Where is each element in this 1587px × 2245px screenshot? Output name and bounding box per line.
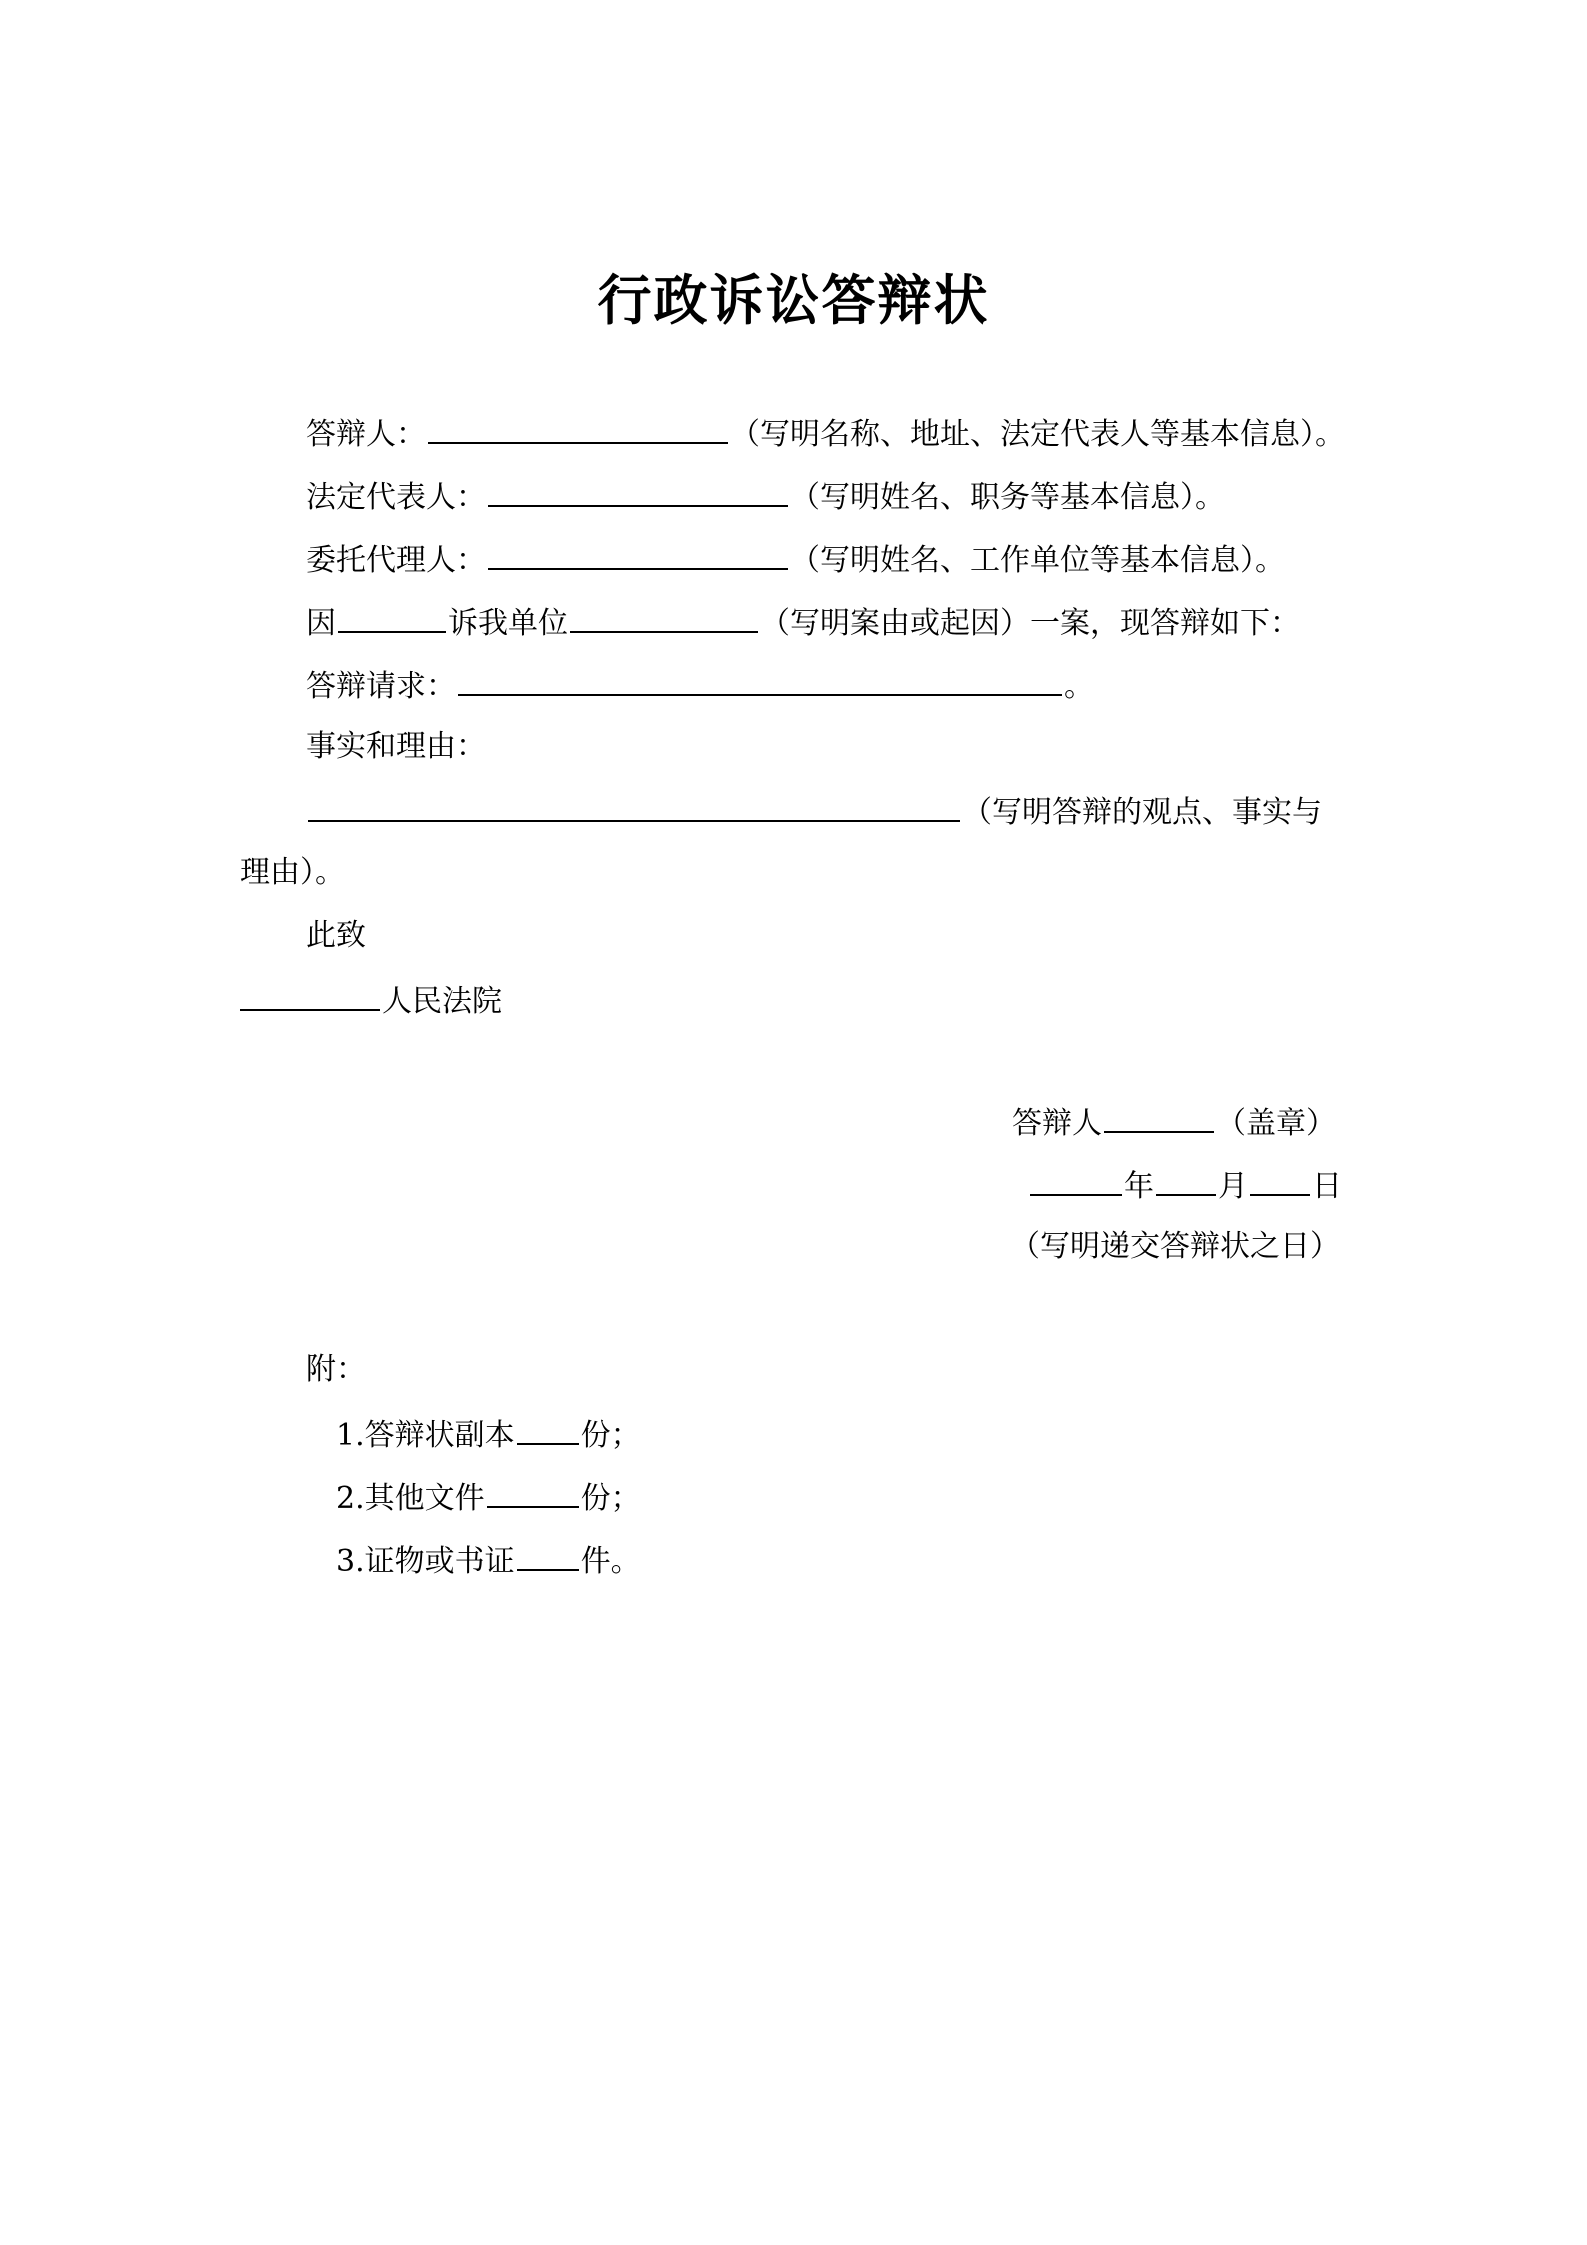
document-title: 行政诉讼答辩状 xyxy=(597,268,990,332)
agent-label: 委托代理人： xyxy=(306,543,486,578)
plaintiff-blank[interactable] xyxy=(338,601,446,633)
attachment-count-blank[interactable] xyxy=(517,1413,579,1445)
signature-line xyxy=(1012,1101,1336,1144)
month-blank[interactable] xyxy=(1156,1164,1216,1196)
attachment-unit: 份； xyxy=(580,1481,641,1516)
facts-line xyxy=(306,790,1322,833)
cause-blank[interactable] xyxy=(570,601,758,633)
cause-note: （写明案由或起因）一案，现答辩如下： xyxy=(760,606,1300,641)
year-blank[interactable] xyxy=(1030,1164,1122,1196)
request-line xyxy=(306,664,1094,707)
attachment-label: 1.答辩状副本 xyxy=(336,1418,515,1453)
seal-label: （盖章） xyxy=(1216,1106,1336,1141)
date-note: （写明递交答辩状之日） xyxy=(1010,1229,1340,1264)
court-line xyxy=(240,979,502,1022)
court-suffix: 人民法院 xyxy=(382,984,502,1019)
date-line xyxy=(1028,1164,1342,1207)
respondent-note: （写明名称、地址、法定代表人等基本信息）。 xyxy=(730,417,1345,452)
year-label: 年 xyxy=(1124,1169,1154,1204)
request-label: 答辩请求： xyxy=(306,669,456,704)
legal-rep-blank[interactable] xyxy=(488,475,788,507)
signature-blank[interactable] xyxy=(1104,1101,1214,1133)
legal-rep-line xyxy=(306,475,1225,518)
agent-note: （写明姓名、工作单位等基本信息）。 xyxy=(790,543,1285,578)
attachment-item xyxy=(336,1413,641,1456)
attachment-unit: 件。 xyxy=(580,1544,641,1579)
respondent-label: 答辩人： xyxy=(306,417,426,452)
request-end: 。 xyxy=(1064,669,1094,704)
attachment-count-blank[interactable] xyxy=(517,1539,579,1571)
respondent-blank[interactable] xyxy=(428,412,728,444)
attachment-item xyxy=(336,1476,641,1519)
facts-note: （写明答辩的观点、事实与 xyxy=(962,795,1322,830)
court-blank[interactable] xyxy=(240,979,380,1011)
attachment-label: 3.证物或书证 xyxy=(336,1544,515,1579)
respondent-line xyxy=(306,412,1345,455)
day-blank[interactable] xyxy=(1250,1164,1310,1196)
month-label: 月 xyxy=(1218,1169,1248,1204)
facts-blank[interactable] xyxy=(308,790,960,822)
signature-label: 答辩人 xyxy=(1012,1106,1102,1141)
facts-continuation: 理由）。 xyxy=(240,855,345,890)
attachment-item xyxy=(336,1539,641,1582)
cause-line xyxy=(306,601,1300,644)
attachment-label: 2.其他文件 xyxy=(336,1481,485,1516)
request-blank[interactable] xyxy=(458,664,1062,696)
agent-blank[interactable] xyxy=(488,538,788,570)
attachment-unit: 份； xyxy=(580,1418,641,1453)
legal-rep-label: 法定代表人： xyxy=(306,480,486,515)
facts-heading: 事实和理由： xyxy=(306,729,486,764)
agent-line xyxy=(306,538,1285,581)
attachments-heading: 附： xyxy=(306,1352,366,1387)
salutation: 此致 xyxy=(306,918,366,953)
day-label: 日 xyxy=(1312,1169,1342,1204)
attachment-count-blank[interactable] xyxy=(487,1476,579,1508)
cause-part2: 诉我单位 xyxy=(448,606,568,641)
legal-rep-note: （写明姓名、职务等基本信息）。 xyxy=(790,480,1225,515)
cause-part1: 因 xyxy=(306,606,336,641)
